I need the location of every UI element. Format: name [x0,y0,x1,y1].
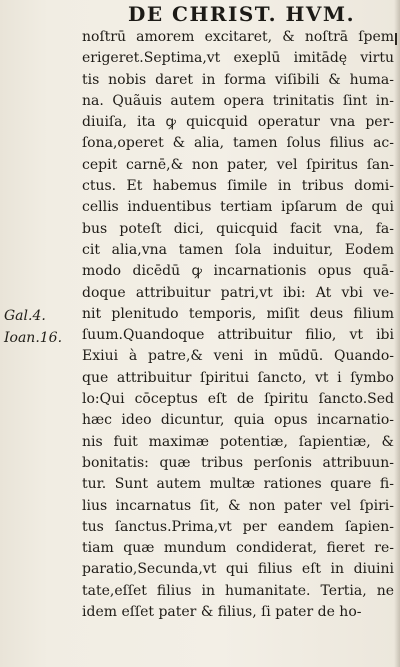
text-line: tus ſanctus.Prima,vt per eandem ſapien- [82,518,394,535]
text-line: noſtrū amorem excitaret, & noſtrā ſpem [82,29,394,45]
text-line: idem eſſet pater & filius, ſi pater de ho- [82,604,362,621]
text-line: tis nobis daret in forma viſibili & huma- [82,71,394,88]
text-line: que attribuitur ſpiritui ſancto, vt i ſymbo [82,369,394,386]
text-line: cit alia,vna tamen ſola induitur, Eodem [82,241,394,258]
page-edge-shadow [394,0,400,667]
text-line: tur. Sunt autem multæ rationes quare fi- [82,476,394,493]
text-line: ſona,operet & alia, tamen ſolus filius ac- [82,135,394,152]
text-line: lo:Qui cōceptus eſt de ſpiritu ſancto.Sed [82,391,394,408]
text-line: modo dicēdū ꝙ incarnationis opus quā- [82,263,394,280]
text-line: erigeret.Septima,vt exeplū imitādę virtu [82,50,394,67]
text-line: na. Quãuis autem opera trinitatis ſint in- [82,92,394,109]
text-line: Exiui à patre,& veni in mūdū. Quando- [82,348,394,365]
margin-mark [395,33,397,45]
text-line: doque attribuitur patri,vt ibi: At vbi ve- [82,284,394,301]
text-line: hæc ideo dicuntur, quia opus incarnatio- [82,412,394,429]
margin-note-galatians: Gal.4. [4,308,46,324]
text-line: ſuum.Quandoque attribuitur filio, vt ibi [82,327,394,344]
margin-note-john: Ioan.16. [4,330,63,346]
text-line: bus poteſt dici, quicquid facit vna, fa- [82,220,394,237]
text-line: nis fuit maximæ potentiæ, ſapientiæ, & [82,433,394,450]
text-line: tiam quæ mundum condiderat, fieret re- [82,540,394,557]
text-line: paratio,Secunda,vt qui filius eſt in diuini [82,561,394,578]
running-head: DE CHRIST. HVM. [128,2,356,26]
text-line: ctus. Et habemus ſimile in tribus domi- [82,178,394,195]
text-line: nit plenitudo temporis, miſit deus filium [82,305,394,322]
text-line: diuiſa, ita ꝙ quicquid operatur vna per- [82,114,394,131]
text-line: lius incarnatus ſit, & non pater vel ſpiri- [82,497,394,514]
body-text [82,27,394,623]
text-line: tate,eſſet filius in humanitate. Tertia, ne [82,582,394,599]
text-line: bonitatis: quæ tribus perſonis attribuun- [82,454,394,471]
text-line: cepit carnē,& non pater, vel ſpiritus ſan- [82,156,394,173]
text-line: cellis induentibus tertiam ipſarum de qui [82,199,394,216]
